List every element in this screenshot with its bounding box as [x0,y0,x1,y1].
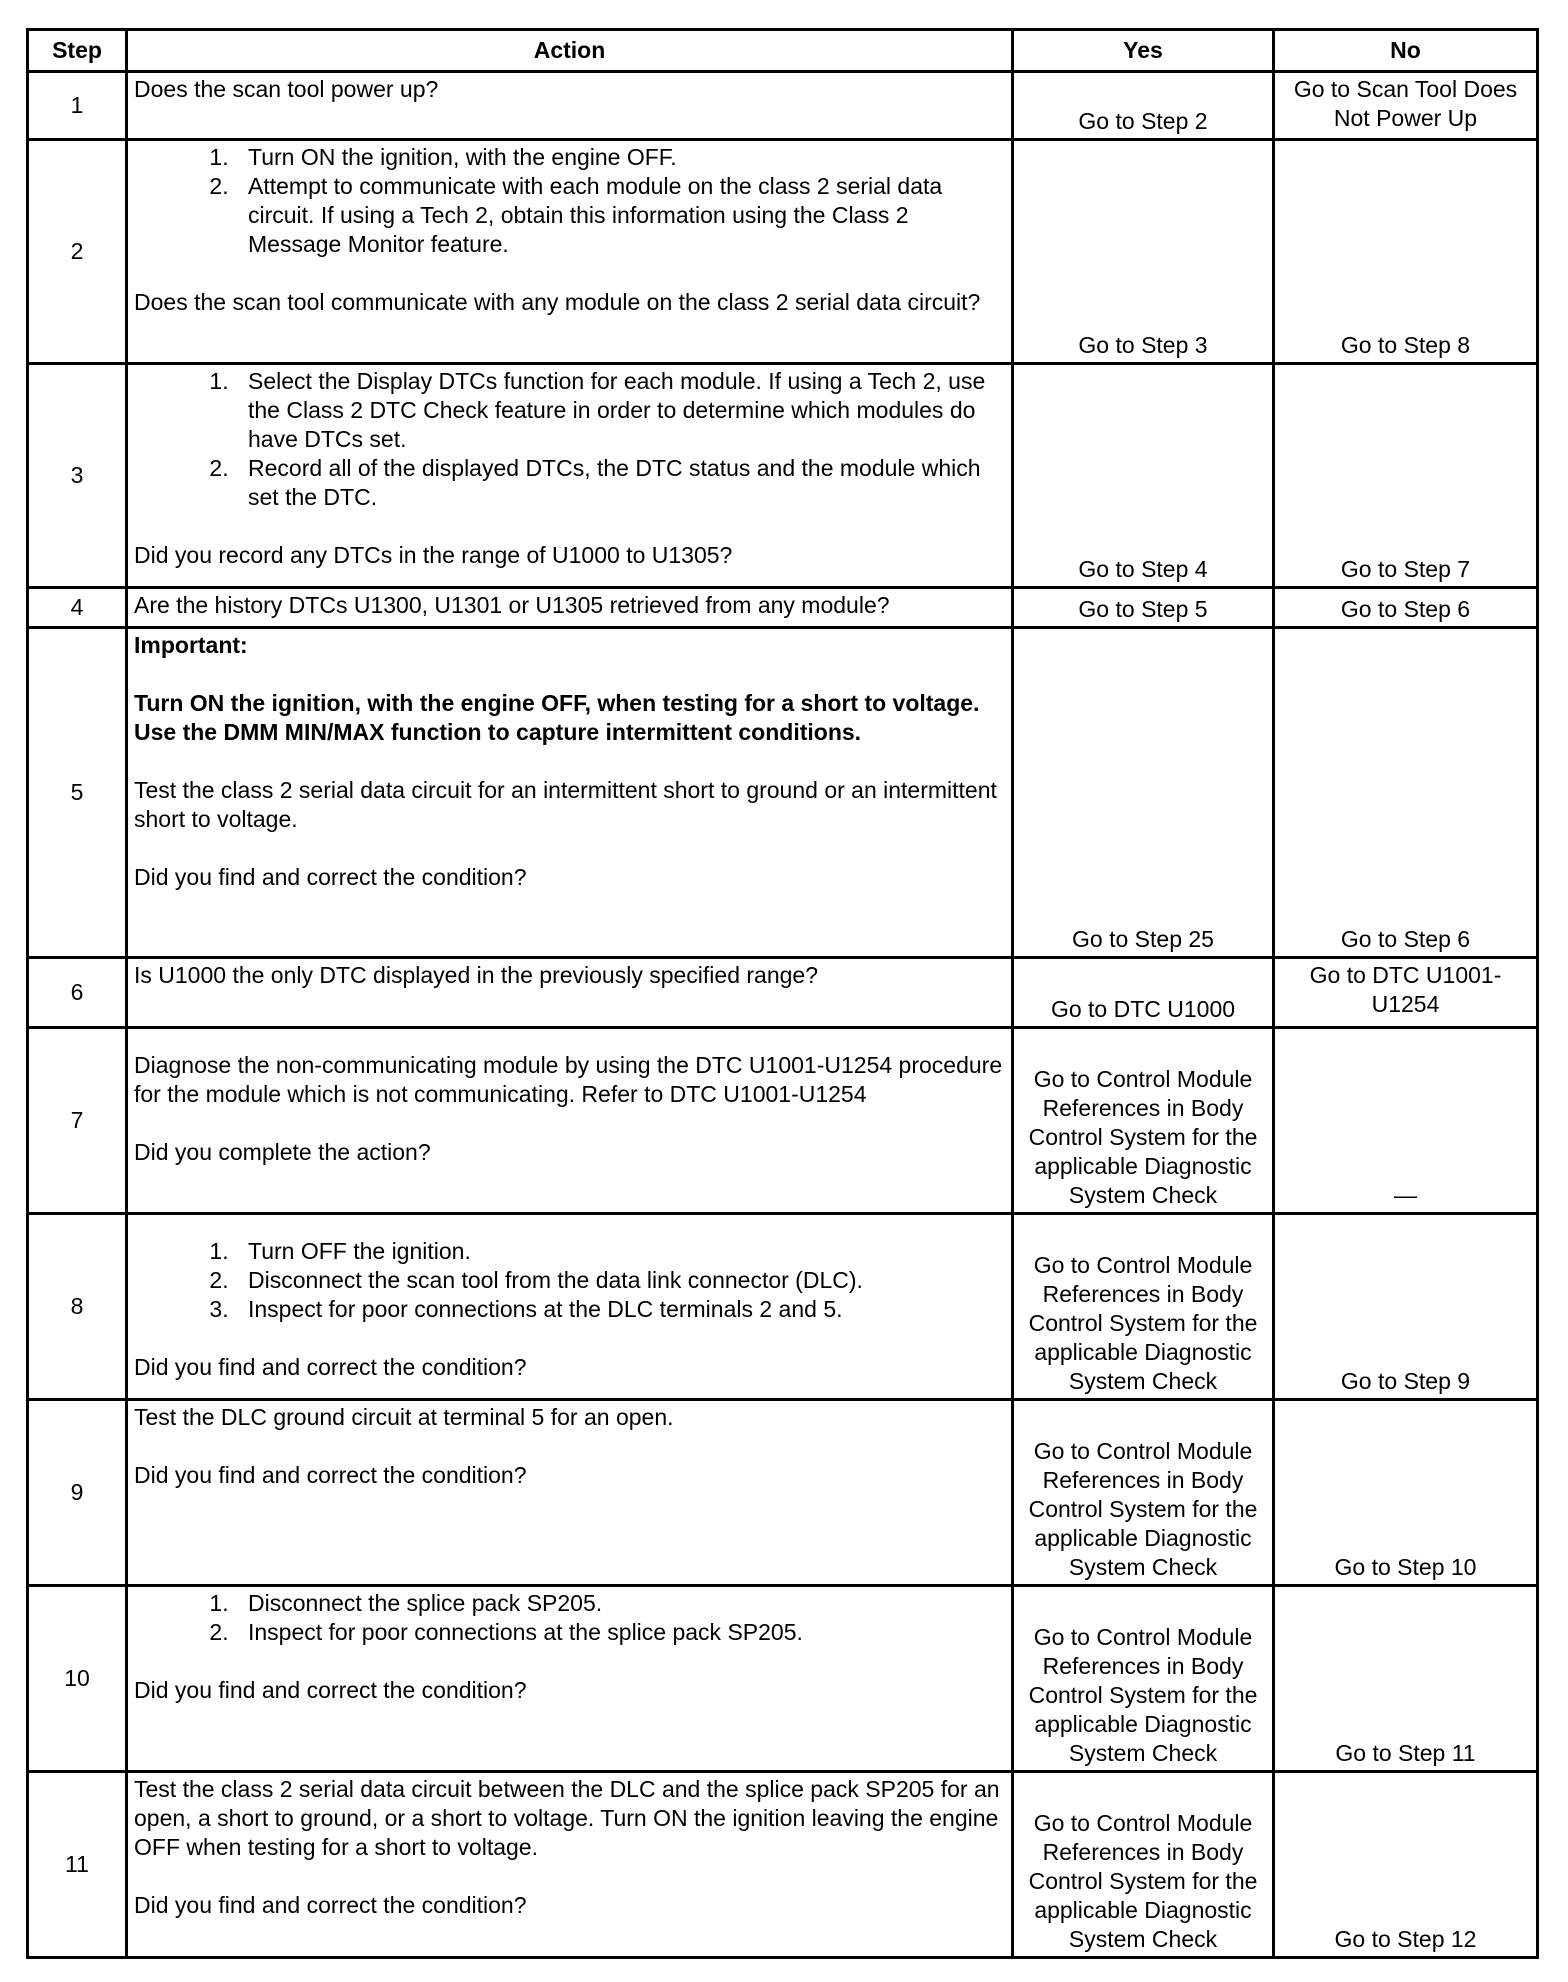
step-number: 3 [28,364,127,588]
step-number: 7 [28,1028,127,1214]
action-cell [127,958,1013,1028]
header-step: Step [28,30,127,72]
action-question: Does the scan tool power up? [134,76,439,102]
substep: 1. Select the Display DTCs function for each module. If using a Tech 2, use the Class 2 DTC Check feature in order to determine which modules do have DTCs set. [235,367,1005,454]
action-question: Did you complete the action? [134,1139,431,1165]
no-cell: Go to Step 7 [1274,364,1538,588]
step-number: 1 [28,72,127,140]
substep: 1. Turn ON the ignition, with the engine OFF. [235,143,1005,172]
action-text: Diagnose the non-communicating module by using the DTC U1001-U1254 procedure for the module which is not communicating. Refer to DTC U1001-U1254 [134,1052,1003,1107]
table-row [28,364,1538,588]
substep: 1. Turn OFF the ignition. [235,1237,1005,1266]
action-cell [127,1400,1013,1586]
header-no: No [1274,30,1538,72]
table-row [28,140,1538,364]
step-number: 4 [28,588,127,628]
no-cell: — [1274,1028,1538,1214]
action-question: Did you find and correct the condition? [134,1892,527,1918]
action-text: Test the DLC ground circuit at terminal 5 for an open. [134,1404,674,1430]
substep: 2. Inspect for poor connections at the splice pack SP205. [235,1618,1005,1647]
substep: 2. Attempt to communicate with each module on the class 2 serial data circuit. If using a Tech 2, obtain this information using the Class 2 Message Monitor feature. [235,172,1005,259]
no-cell: Go to Scan Tool Does Not Power Up [1274,72,1538,140]
yes-cell: Go to Step 2 [1013,72,1274,140]
action-question: Did you find and correct the condition? [134,1354,527,1380]
action-cell [127,628,1013,958]
table-row [28,1400,1538,1586]
yes-cell: Go to Step 25 [1013,628,1274,958]
table-row [28,1772,1538,1958]
yes-cell: Go to Control Module References in Body Control System for the applicable Diagnostic System Check [1013,1586,1274,1772]
substep-list [134,143,1005,259]
substep: 2. Disconnect the scan tool from the data link connector (DLC). [235,1266,1005,1295]
no-cell: Go to Step 12 [1274,1772,1538,1958]
action-cell [127,1214,1013,1400]
substep-list [134,1237,1005,1324]
no-cell: Go to Step 6 [1274,628,1538,958]
action-question: Did you find and correct the condition? [134,1462,527,1488]
step-number: 8 [28,1214,127,1400]
substep-list [134,367,1005,512]
no-cell: Go to Step 10 [1274,1400,1538,1586]
action-text: Test the class 2 serial data circuit for an intermittent short to ground or an intermittent short to voltage. [134,777,997,832]
header-row [28,30,1538,72]
action-cell [127,364,1013,588]
step-number: 9 [28,1400,127,1586]
yes-cell: Go to Control Module References in Body Control System for the applicable Diagnostic System Check [1013,1400,1274,1586]
table-row [28,1586,1538,1772]
yes-cell: Go to Step 5 [1013,588,1274,628]
table-row [28,72,1538,140]
table-row [28,588,1538,628]
no-cell: Go to Step 9 [1274,1214,1538,1400]
action-cell [127,1586,1013,1772]
action-question: Did you find and correct the condition? [134,864,527,890]
action-question: Is U1000 the only DTC displayed in the previously specified range? [134,962,818,988]
diagnostic-table [26,28,1539,1959]
substep: 3. Inspect for poor connections at the DLC terminals 2 and 5. [235,1295,1005,1324]
yes-cell: Go to Step 4 [1013,364,1274,588]
important-label: Important: [134,632,248,658]
header-action: Action [127,30,1013,72]
action-question: Did you record any DTCs in the range of U1000 to U1305? [134,542,733,568]
substep: 2. Record all of the displayed DTCs, the DTC status and the module which set the DTC. [235,454,1005,512]
table-row [28,1214,1538,1400]
action-cell [127,72,1013,140]
no-cell: Go to Step 6 [1274,588,1538,628]
action-cell [127,140,1013,364]
table-row [28,958,1538,1028]
action-question: Are the history DTCs U1300, U1301 or U1305 retrieved from any module? [134,592,890,618]
action-cell [127,588,1013,628]
header-yes: Yes [1013,30,1274,72]
action-question: Does the scan tool communicate with any module on the class 2 serial data circuit? [134,289,981,315]
yes-cell: Go to DTC U1000 [1013,958,1274,1028]
action-cell [127,1772,1013,1958]
important-text: Turn ON the ignition, with the engine OFF, when testing for a short to voltage. Use the DMM MIN/MAX function to capture intermittent conditions. [134,690,980,745]
step-number: 5 [28,628,127,958]
no-cell: Go to DTC U1001-U1254 [1274,958,1538,1028]
table-row [28,1028,1538,1214]
action-question: Did you find and correct the condition? [134,1677,527,1703]
step-number: 6 [28,958,127,1028]
table-row [28,628,1538,958]
step-number: 2 [28,140,127,364]
no-cell: Go to Step 11 [1274,1586,1538,1772]
action-text: Test the class 2 serial data circuit between the DLC and the splice pack SP205 for an open, a short to ground, or a short to voltage. Turn ON the ignition leaving the engine OFF when testing for a short to voltage. [134,1776,1000,1860]
substep: 1. Disconnect the splice pack SP205. [235,1589,1005,1618]
yes-cell: Go to Control Module References in Body Control System for the applicable Diagnostic System Check [1013,1028,1274,1214]
step-number: 11 [28,1772,127,1958]
substep-list [134,1589,1005,1647]
yes-cell: Go to Control Module References in Body Control System for the applicable Diagnostic System Check [1013,1214,1274,1400]
no-cell: Go to Step 8 [1274,140,1538,364]
yes-cell: Go to Control Module References in Body Control System for the applicable Diagnostic System Check [1013,1772,1274,1958]
yes-cell: Go to Step 3 [1013,140,1274,364]
step-number: 10 [28,1586,127,1772]
action-cell [127,1028,1013,1214]
